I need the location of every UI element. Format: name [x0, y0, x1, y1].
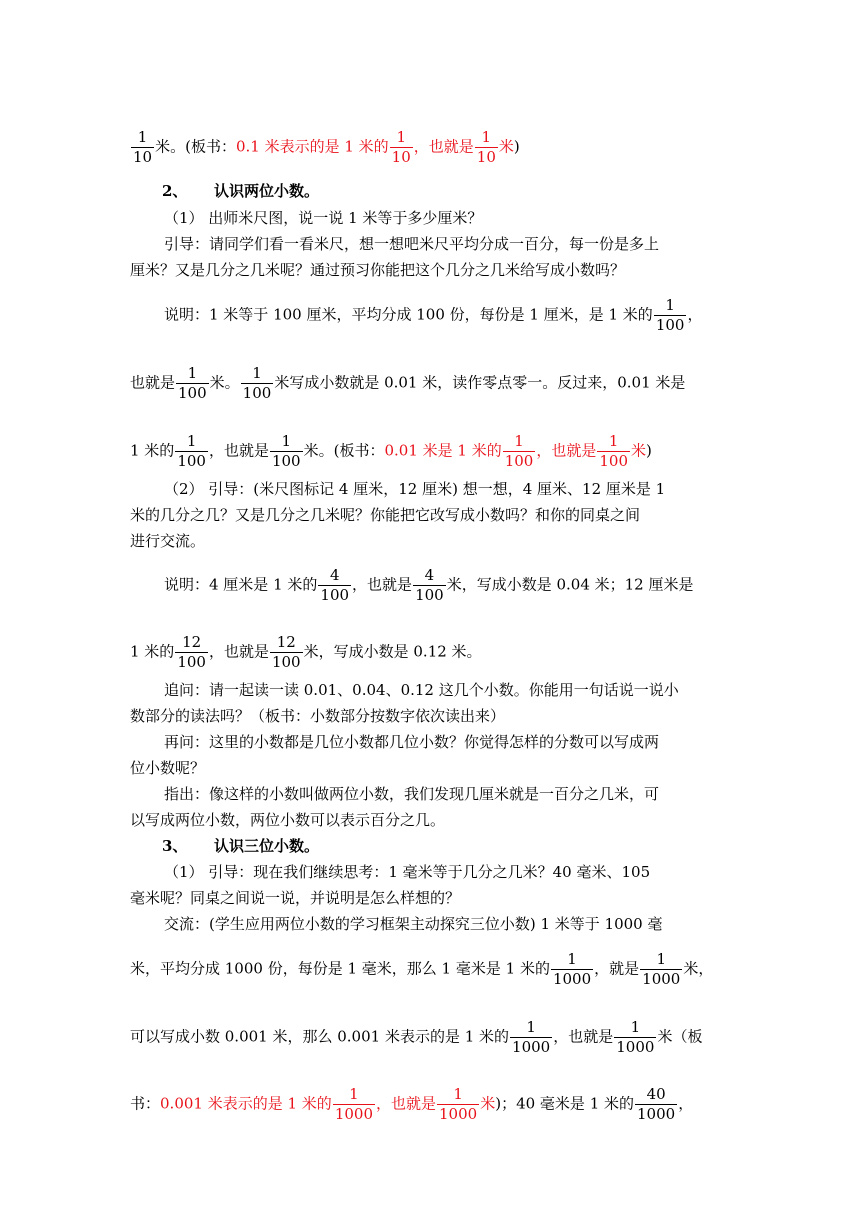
point-out-line-1: 指出：像这样的小数叫做两位小数，我们发现几厘米就是一百分之几米，可 [164, 785, 660, 803]
communication-line-4: 书：0.001 米表示的是 1 米的 $\frac{1}{1000}$ ，也就是 $\frac{1}{1000}$ 米)；40 毫米是 1 米的 $\frac{40}{1000}$ ， [130, 1085, 694, 1123]
follow-up-question-line-2: 数部分的读法吗？（板书：小数部分按数字依次读出来） [130, 707, 506, 725]
fraction: $\frac{1}{100}$ [177, 432, 206, 470]
explanation-line-3: 1 米的 $\frac{1}{100}$ ，也就是 $\frac{1}{100}$ 米。(板书：0.01 米是 1 米的 $\frac{1}{100}$ ，也就是 $\frac{1}{100}$ 米) [130, 432, 652, 470]
fraction: $\frac{1}{100}$ [599, 432, 629, 470]
question-2-line-3: 进行交流。 [130, 532, 206, 550]
fraction: $\frac{1}{100}$ [271, 432, 301, 470]
fraction: $\frac{4}{100}$ [320, 566, 350, 604]
explanation-line-2: 也就是 $\frac{1}{100}$ 米。 $\frac{1}{100}$ 米写成小数就是 0.01 米，读作零点零一。反过来，0.01 米是 [130, 364, 686, 402]
fraction: $\frac{1}{10}$ [391, 128, 411, 166]
explanation-2-line-2: 1 米的 $\frac{12}{100}$ ，也就是 $\frac{12}{100}$ 米，写成小数是 0.12 米。 [130, 633, 482, 671]
communication-line-3: 可以写成小数 0.001 米，那么 0.001 米表示的是 1 米的 $\frac{1}{1000}$ ，也就是 $\frac{1}{1000}$ 米（板 [130, 1018, 703, 1056]
question-2-line-1: （2） 引导：(米尺图标记 4 厘米，12 厘米) 想一想，4 厘米、12 厘米是 1 [164, 480, 666, 498]
fraction: $\frac{1}{1000}$ [334, 1085, 373, 1123]
guide-text-line-1: 引导：请同学们看一看米尺，想一想吧米尺平均分成一百分，每一份是多上 [164, 235, 660, 253]
fraction: $\frac{1}{1000}$ [642, 950, 681, 988]
communication-line-1: 交流：(学生应用两位小数的学习框架主动探究三位小数) 1 米等于 1000 毫 [164, 915, 663, 933]
fraction: $\frac{12}{100}$ [177, 633, 206, 671]
fraction: $\frac{1}{100}$ [178, 364, 207, 402]
re-ask-line-1: 再问：这里的小数都是几位小数都几位小数？你觉得怎样的分数可以写成两 [164, 733, 660, 751]
fraction: $\frac{12}{100}$ [271, 633, 301, 671]
point-out-line-2: 以写成两位小数，两位小数可以表示百分之几。 [130, 811, 446, 829]
communication-line-2: 米，平均分成 1000 份，每份是 1 毫米，那么 1 毫米是 1 米的 $\frac{1}{1000}$ ，就是 $\frac{1}{1000}$ 米， [130, 950, 714, 988]
follow-up-question-line-1: 追问：请一起读一读 0.01、0.04、0.12 这几个小数。你能用一句话说一说小 [164, 681, 679, 699]
question-3-line-1: （1） 引导：现在我们继续思考：1 毫米等于几分之几米？40 毫米、105 [164, 863, 651, 881]
guide-text-line-2: 厘米？又是几分之几米呢？通过预习你能把这个几分之几米给写成小数吗？ [130, 261, 626, 279]
fraction: $\frac{1}{10}$ [476, 128, 496, 166]
fraction: $\frac{1}{100}$ [655, 296, 685, 334]
explanation-line-1: 说明：1 米等于 100 厘米，平均分成 100 份，每份是 1 厘米，是 1 米的 $\frac{1}{100}$ ， [164, 296, 703, 334]
section-heading-2: 2、 认识两位小数。 [162, 182, 320, 200]
paragraph-board-0-1: $\frac{1}{10}$ 米。(板书：0.1 米表示的是 1 米的 $\frac{1}{10}$ ，也就是 $\frac{1}{10}$ 米) [133, 128, 520, 166]
fraction: $\frac{1}{1000}$ [439, 1085, 478, 1123]
fraction: $\frac{1}{10}$ [133, 128, 153, 166]
fraction: $\frac{4}{100}$ [415, 566, 444, 604]
fraction: $\frac{1}{100}$ [504, 432, 534, 470]
re-ask-line-2: 位小数呢？ [130, 759, 206, 777]
fraction: $\frac{1}{1000}$ [512, 1018, 551, 1056]
fraction: $\frac{1}{1000}$ [552, 950, 592, 988]
fraction: $\frac{1}{1000}$ [616, 1018, 655, 1056]
explanation-2-line-1: 说明：4 厘米是 1 米的 $\frac{4}{100}$ ，也就是 $\frac{4}{100}$ 米，写成小数是 0.04 米；12 厘米是 [164, 566, 694, 604]
fraction: $\frac{1}{100}$ [242, 364, 272, 402]
section-heading-3: 3、 认识三位小数。 [162, 837, 320, 855]
question-1: （1） 出师米尺图，说一说 1 米等于多少厘米？ [164, 209, 483, 227]
question-3-line-2: 毫米呢？同桌之间说一说，并说明是怎么样想的？ [130, 889, 461, 907]
question-2-line-2: 米的几分之几？又是几分之几米呢？你能把它改写成小数吗？和你的同桌之间 [130, 506, 641, 524]
fraction: $\frac{40}{1000}$ [637, 1085, 676, 1123]
